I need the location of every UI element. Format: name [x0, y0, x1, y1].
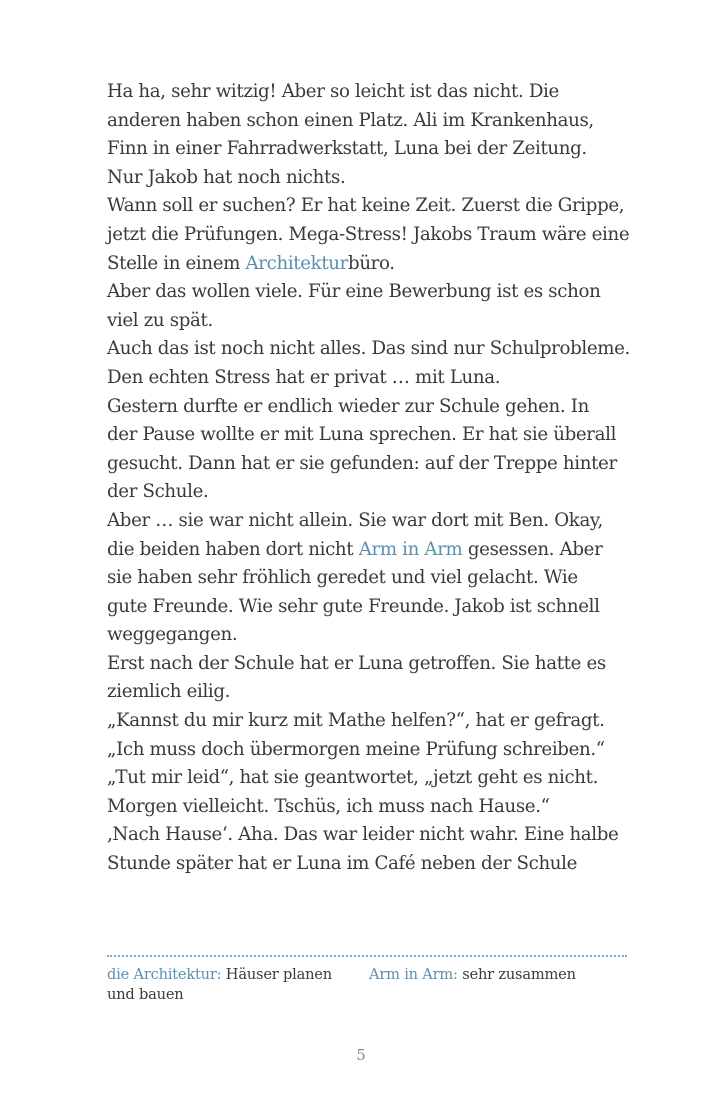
text-line: Morgen vielleicht. Tschüs, ich muss nach Hause.“	[107, 795, 550, 817]
glossary-entry-arm-in-arm	[369, 965, 629, 985]
text-line: sie haben sehr fröhlich geredet und viel gelacht. Wie	[107, 567, 578, 589]
text-line: Auch das ist noch nicht alles. Das sind nur Schulprobleme.	[107, 338, 630, 360]
text-line: Aber … sie war nicht allein. Sie war dort mit Ben. Okay,	[107, 509, 603, 531]
text-line: weggegangen.	[107, 624, 238, 646]
text-line: gute Freunde. Wie sehr gute Freunde. Jakob ist schnell	[107, 595, 600, 617]
text-line: Den echten Stress hat er privat … mit Luna.	[107, 366, 501, 388]
text-line: Erst nach der Schule hat er Luna getroffen. Sie hatte es	[107, 652, 606, 674]
text-line: Aber das wollen viele. Für eine Bewerbung ist es schon	[107, 281, 601, 303]
text-segment: gesessen. Aber	[462, 538, 603, 560]
text-line: der Pause wollte er mit Luna sprechen. Er hat sie überall	[107, 424, 617, 446]
text-segment: die beiden haben dort nicht	[107, 538, 359, 560]
text-line	[107, 536, 635, 565]
text-line: Finn in einer Fahrradwerkstatt, Luna bei der Zeitung.	[107, 138, 587, 160]
glossary-divider	[107, 955, 627, 957]
text-line: ‚Nach Hause‘. Aha. Das war leider nicht wahr. Eine halbe	[107, 824, 619, 846]
page-number: 5	[356, 1046, 366, 1064]
glossary-definition: sehr zusammen	[462, 966, 576, 983]
text-line	[107, 250, 635, 279]
text-line: Stunde später hat er Luna im Café neben der Schule	[107, 853, 578, 875]
glossary-highlight: Architektur	[245, 252, 349, 274]
text-line: Nur Jakob hat noch nichts.	[107, 166, 346, 188]
glossary-entry-architektur	[107, 965, 357, 1005]
glossary-term: Arm in Arm:	[369, 966, 458, 983]
glossary-highlight: Arm in Arm	[358, 538, 463, 560]
text-line: viel zu spät.	[107, 309, 213, 331]
text-segment: büro.	[348, 252, 395, 274]
story-text	[107, 78, 635, 879]
text-segment: Stelle in einem	[107, 252, 246, 274]
text-line: Gestern durfte er endlich wieder zur Schule gehen. In	[107, 395, 589, 417]
text-line: gesucht. Dann hat er sie gefunden: auf der Treppe hinter	[107, 452, 617, 474]
text-line: anderen haben schon einen Platz. Ali im Krankenhaus,	[107, 109, 594, 131]
text-line: jetzt die Prüfungen. Mega-Stress! Jakobs Traum wäre eine	[107, 223, 630, 245]
text-line: ziemlich eilig.	[107, 681, 231, 703]
text-line: „Kannst du mir kurz mit Mathe helfen?“, hat er gefragt.	[107, 710, 605, 732]
glossary-definition: Häuser planen und bauen	[107, 966, 332, 1003]
text-line: „Ich muss doch übermorgen meine Prüfung schreiben.“	[107, 738, 605, 760]
glossary-term: die Architektur:	[107, 966, 222, 983]
text-line: „Tut mir leid“, hat sie geantwortet, „jetzt geht es nicht.	[107, 767, 599, 789]
text-line: Wann soll er suchen? Er hat keine Zeit. Zuerst die Grippe,	[107, 195, 625, 217]
text-line: Ha ha, sehr witzig! Aber so leicht ist das nicht. Die	[107, 81, 559, 102]
text-line: der Schule.	[107, 481, 209, 503]
